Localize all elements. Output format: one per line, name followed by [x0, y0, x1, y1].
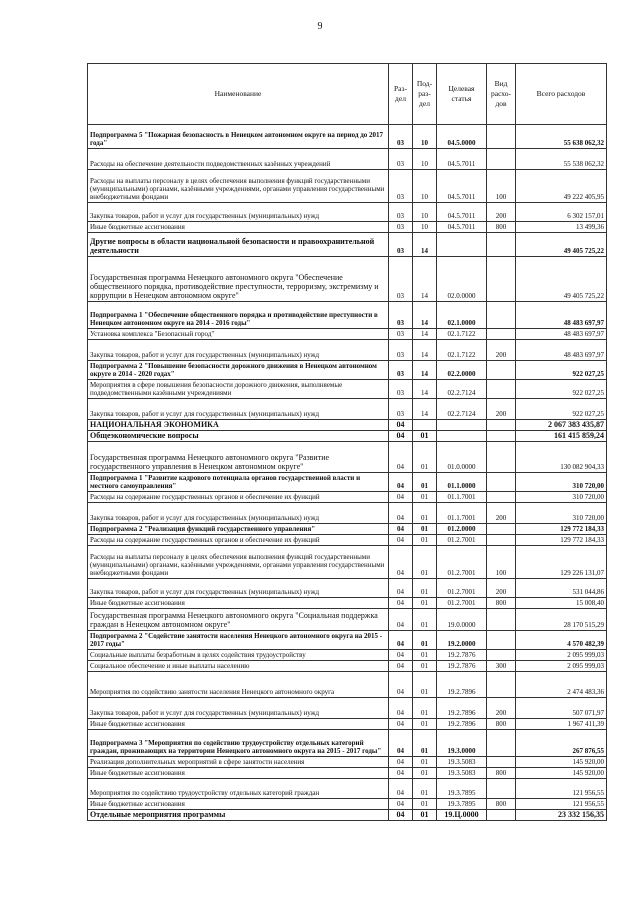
cell-target-article: 01.1.7001: [437, 503, 487, 524]
cell-section: 04: [389, 535, 413, 546]
cell-target-article: 04.5.7011: [437, 170, 487, 203]
table-row: [88, 399, 607, 420]
cell-subsection: 01: [413, 442, 437, 473]
cell-section: 03: [389, 302, 413, 329]
header-total: Всего расходов: [516, 64, 607, 125]
cell-total: 1 967 411,39: [516, 719, 607, 730]
cell-total: 145 920,00: [516, 768, 607, 779]
cell-name: Иные бюджетные ассигнования: [88, 719, 389, 730]
cell-section: 03: [389, 380, 413, 399]
header-name: Наименование: [88, 64, 389, 125]
table-row: [88, 442, 607, 473]
cell-name: Подпрограмма 1 "Развитие кадрового потенциала органов государственной власти и местного самоуправления": [88, 473, 389, 492]
cell-expense-type: 100: [487, 170, 516, 203]
table-row: [88, 768, 607, 779]
cell-subsection: 01: [413, 730, 437, 757]
cell-subsection: 01: [413, 631, 437, 650]
table-row: [88, 503, 607, 524]
cell-section: 04: [389, 810, 413, 821]
cell-target-article: 01.0.0000: [437, 442, 487, 473]
cell-name: Подпрограмма 5 "Пожарная безопасность в Ненецком автономном округе на период до 2017 года": [88, 125, 389, 149]
cell-target-article: 19.Ц.0000: [437, 810, 487, 821]
cell-name: Закупка товаров, работ и услуг для государственных (муниципальных) нужд: [88, 503, 389, 524]
header-target-article: Целевая статья: [437, 64, 487, 125]
cell-expense-type: [487, 257, 516, 302]
cell-subsection: 10: [413, 125, 437, 149]
cell-name: Государственная программа Ненецкого автономного округа "Развитие государственного управления в Ненецком автономном округе": [88, 442, 389, 473]
table-row: [88, 361, 607, 380]
cell-subsection: 01: [413, 535, 437, 546]
cell-expense-type: [487, 650, 516, 661]
table-row: [88, 380, 607, 399]
cell-expense-type: 100: [487, 546, 516, 579]
cell-name: Отдельные мероприятия программы: [88, 810, 389, 821]
cell-subsection: 01: [413, 768, 437, 779]
cell-subsection: 01: [413, 672, 437, 698]
cell-name: Иные бюджетные ассигнования: [88, 799, 389, 810]
cell-section: 03: [389, 329, 413, 340]
cell-expense-type: 200: [487, 340, 516, 361]
cell-subsection: 01: [413, 779, 437, 799]
cell-expense-type: [487, 149, 516, 170]
cell-subsection: 14: [413, 257, 437, 302]
table-row: [88, 650, 607, 661]
cell-subsection: 01: [413, 492, 437, 503]
cell-subsection: 01: [413, 698, 437, 719]
table-row: [88, 492, 607, 503]
cell-expense-type: [487, 431, 516, 442]
cell-target-article: 19.2.7876: [437, 650, 487, 661]
cell-name: Подпрограмма 2 "Реализация функций государственного управления": [88, 524, 389, 535]
cell-target-article: 19.3.0000: [437, 730, 487, 757]
cell-expense-type: [487, 125, 516, 149]
cell-target-article: 02.2.7124: [437, 399, 487, 420]
cell-section: 03: [389, 361, 413, 380]
cell-target-article: 19.3.7895: [437, 799, 487, 810]
cell-subsection: 01: [413, 810, 437, 821]
cell-name: НАЦИОНАЛЬНАЯ ЭКОНОМИКА: [88, 420, 389, 431]
cell-target-article: 02.1.7122: [437, 329, 487, 340]
cell-section: 04: [389, 503, 413, 524]
table-row: [88, 661, 607, 672]
cell-expense-type: 800: [487, 768, 516, 779]
cell-section: 04: [389, 719, 413, 730]
cell-expense-type: 800: [487, 799, 516, 810]
cell-target-article: 01.1.7001: [437, 492, 487, 503]
cell-subsection: 01: [413, 757, 437, 768]
cell-target-article: 02.2.0000: [437, 361, 487, 380]
cell-target-article: 02.1.0000: [437, 302, 487, 329]
cell-expense-type: [487, 329, 516, 340]
cell-subsection: 14: [413, 233, 437, 257]
cell-section: 04: [389, 779, 413, 799]
cell-total: 129 772 184,33: [516, 524, 607, 535]
cell-target-article: 19.3.5083: [437, 768, 487, 779]
cell-subsection: 01: [413, 799, 437, 810]
cell-section: 04: [389, 420, 413, 431]
cell-total: 13 499,36: [516, 222, 607, 233]
cell-section: 03: [389, 125, 413, 149]
cell-subsection: 14: [413, 361, 437, 380]
table-row: [88, 757, 607, 768]
cell-name: Подпрограмма 2 "Содействие занятости населения Ненецкого автономного округа на 2015 - 2017 годы": [88, 631, 389, 650]
table-row: [88, 779, 607, 799]
cell-target-article: 04.5.7011: [437, 149, 487, 170]
cell-name: Расходы на выплаты персоналу в целях обеспечения выполнения функций государственными (муниципальными) органами, казёнными учреждениями, органами управления государственными внебюджетными фондами: [88, 170, 389, 203]
cell-expense-type: 200: [487, 579, 516, 598]
cell-section: 04: [389, 799, 413, 810]
cell-expense-type: [487, 442, 516, 473]
cell-name: Общеэкономические вопросы: [88, 431, 389, 442]
cell-total: 922 027,25: [516, 380, 607, 399]
cell-subsection: 14: [413, 302, 437, 329]
cell-expense-type: [487, 473, 516, 492]
cell-total: 922 027,25: [516, 399, 607, 420]
cell-expense-type: [487, 631, 516, 650]
cell-name: Подпрограмма 1 "Обеспечение общественного порядка и противодействие преступности в Ненецком автономном округе на 2014 - 2016 годы": [88, 302, 389, 329]
cell-section: 03: [389, 233, 413, 257]
cell-total: 310 720,00: [516, 473, 607, 492]
cell-expense-type: [487, 609, 516, 631]
cell-expense-type: [487, 524, 516, 535]
table-row: [88, 672, 607, 698]
cell-name: Реализация дополнительных мероприятий в сфере занятости населения: [88, 757, 389, 768]
cell-name: Расходы на содержание государственных органов и обеспечение их функций: [88, 492, 389, 503]
table-row: [88, 546, 607, 579]
cell-subsection: 14: [413, 340, 437, 361]
cell-expense-type: [487, 779, 516, 799]
cell-name: Закупка товаров, работ и услуг для государственных (муниципальных) нужд: [88, 698, 389, 719]
table-row: [88, 631, 607, 650]
cell-expense-type: 200: [487, 203, 516, 222]
cell-total: 48 483 697,97: [516, 340, 607, 361]
cell-target-article: 01.1.0000: [437, 473, 487, 492]
cell-total: 49 405 725,22: [516, 257, 607, 302]
cell-total: 49 405 725,22: [516, 233, 607, 257]
table-header-row: [88, 64, 607, 125]
cell-name: Установка комплекса "Безопасный город": [88, 329, 389, 340]
table-row: [88, 524, 607, 535]
cell-target-article: 02.0.0000: [437, 257, 487, 302]
cell-total: 49 222 405,95: [516, 170, 607, 203]
cell-section: 04: [389, 442, 413, 473]
cell-expense-type: [487, 302, 516, 329]
cell-subsection: 01: [413, 609, 437, 631]
cell-subsection: 14: [413, 380, 437, 399]
cell-total: 23 332 156,35: [516, 810, 607, 821]
cell-total: 48 483 697,97: [516, 302, 607, 329]
cell-section: 03: [389, 149, 413, 170]
cell-total: 310 720,00: [516, 492, 607, 503]
cell-name: Закупка товаров, работ и услуг для государственных (муниципальных) нужд: [88, 203, 389, 222]
table-row: [88, 420, 607, 431]
cell-expense-type: [487, 233, 516, 257]
cell-expense-type: 200: [487, 503, 516, 524]
cell-total: 531 044,86: [516, 579, 607, 598]
table-row: [88, 233, 607, 257]
cell-name: Иные бюджетные ассигнования: [88, 768, 389, 779]
cell-section: 04: [389, 473, 413, 492]
cell-name: Государственная программа Ненецкого автономного округа "Обеспечение общественного порядка, противодействие преступности, терроризму, экстремизму и коррупции в Ненецком автономном округе": [88, 257, 389, 302]
cell-target-article: 02.1.7122: [437, 340, 487, 361]
cell-name: Мероприятия по содействию трудоустройству отдельных категорий граждан: [88, 779, 389, 799]
cell-name: Мероприятия по содействию занятости населения Ненецкого автономного округа: [88, 672, 389, 698]
header-subsection: Под-раз-дел: [413, 64, 437, 125]
cell-expense-type: 800: [487, 719, 516, 730]
cell-target-article: 19.2.7896: [437, 698, 487, 719]
cell-name: Расходы на содержание государственных органов и обеспечение их функций: [88, 535, 389, 546]
cell-section: 03: [389, 340, 413, 361]
cell-target-article: 01.2.7001: [437, 579, 487, 598]
cell-section: 04: [389, 661, 413, 672]
cell-target-article: 04.5.0000: [437, 125, 487, 149]
cell-target-article: [437, 420, 487, 431]
table-row: [88, 698, 607, 719]
cell-expense-type: [487, 492, 516, 503]
cell-name: Закупка товаров, работ и услуг для государственных (муниципальных) нужд: [88, 340, 389, 361]
cell-expense-type: [487, 420, 516, 431]
cell-target-article: [437, 431, 487, 442]
cell-expense-type: [487, 361, 516, 380]
table-row: [88, 125, 607, 149]
cell-subsection: 01: [413, 650, 437, 661]
cell-total: 922 027,25: [516, 361, 607, 380]
cell-total: 48 483 697,97: [516, 329, 607, 340]
cell-subsection: 10: [413, 203, 437, 222]
table-row: [88, 609, 607, 631]
cell-total: 145 920,00: [516, 757, 607, 768]
cell-target-article: 02.2.7124: [437, 380, 487, 399]
page-number: 9: [317, 21, 323, 32]
header-expense-type: Вид расхо-дов: [487, 64, 516, 125]
cell-target-article: 19.2.7896: [437, 672, 487, 698]
cell-target-article: 04.5.7011: [437, 203, 487, 222]
table-row: [88, 340, 607, 361]
cell-target-article: 01.2.7001: [437, 598, 487, 609]
cell-section: 04: [389, 609, 413, 631]
cell-name: Мероприятия в сфере повышения безопасности дорожного движения, выполняемые подведомственными казёнными учреждениями: [88, 380, 389, 399]
cell-subsection: 01: [413, 661, 437, 672]
table-row: [88, 799, 607, 810]
cell-subsection: 01: [413, 431, 437, 442]
table-row: [88, 222, 607, 233]
table-row: [88, 598, 607, 609]
cell-target-article: 19.2.0000: [437, 631, 487, 650]
cell-subsection: 01: [413, 546, 437, 579]
cell-section: 04: [389, 524, 413, 535]
table-row: [88, 473, 607, 492]
cell-target-article: 01.2.0000: [437, 524, 487, 535]
cell-expense-type: [487, 757, 516, 768]
cell-total: 55 638 062,32: [516, 125, 607, 149]
cell-name: Иные бюджетные ассигнования: [88, 598, 389, 609]
cell-total: 15 008,40: [516, 598, 607, 609]
cell-name: Другие вопросы в области национальной безопасности и правоохранительной деятельности: [88, 233, 389, 257]
cell-subsection: 01: [413, 503, 437, 524]
cell-name: Социальные выплаты безработным в целях содействия трудоустройству: [88, 650, 389, 661]
cell-total: 2 067 383 435,87: [516, 420, 607, 431]
cell-total: 6 302 157,01: [516, 203, 607, 222]
cell-section: 04: [389, 730, 413, 757]
cell-section: 03: [389, 170, 413, 203]
cell-total: 2 095 999,03: [516, 650, 607, 661]
cell-expense-type: [487, 810, 516, 821]
cell-subsection: 01: [413, 473, 437, 492]
cell-target-article: [437, 233, 487, 257]
cell-section: 04: [389, 579, 413, 598]
cell-expense-type: [487, 672, 516, 698]
cell-target-article: 01.2.7001: [437, 535, 487, 546]
cell-target-article: 04.5.7011: [437, 222, 487, 233]
cell-section: 04: [389, 431, 413, 442]
cell-expense-type: 200: [487, 698, 516, 719]
cell-expense-type: [487, 730, 516, 757]
cell-expense-type: 800: [487, 598, 516, 609]
cell-total: 129 226 131,07: [516, 546, 607, 579]
cell-name: Расходы на выплаты персоналу в целях обеспечения выполнения функций государственными (муниципальными) органами, казёнными учреждениями, органами управления государственными внебюджетными фондами: [88, 546, 389, 579]
cell-subsection: 10: [413, 149, 437, 170]
table-row: [88, 719, 607, 730]
header-section: Раз-дел: [389, 64, 413, 125]
cell-section: 04: [389, 598, 413, 609]
cell-total: 28 170 515,29: [516, 609, 607, 631]
cell-section: 04: [389, 757, 413, 768]
cell-total: 267 876,55: [516, 730, 607, 757]
cell-name: Закупка товаров, работ и услуг для государственных (муниципальных) нужд: [88, 399, 389, 420]
cell-subsection: 01: [413, 719, 437, 730]
cell-total: 55 538 062,32: [516, 149, 607, 170]
cell-section: 03: [389, 257, 413, 302]
cell-name: Подпрограмма 3 "Мероприятия по содействию трудоустройству отдельных категорий граждан, проживающих на территории Ненецкого автономного округа на 2015 - 2017 годы": [88, 730, 389, 757]
cell-section: 04: [389, 631, 413, 650]
table-row: [88, 302, 607, 329]
cell-total: 2 095 999,03: [516, 661, 607, 672]
table-row: [88, 149, 607, 170]
cell-expense-type: 200: [487, 399, 516, 420]
cell-subsection: 01: [413, 579, 437, 598]
cell-target-article: 19.2.7876: [437, 661, 487, 672]
cell-section: 03: [389, 203, 413, 222]
cell-name: Социальное обеспечение и иные выплаты населению: [88, 661, 389, 672]
cell-section: 04: [389, 768, 413, 779]
cell-total: 129 772 184,33: [516, 535, 607, 546]
cell-total: 161 415 859,24: [516, 431, 607, 442]
cell-total: 121 956,55: [516, 779, 607, 799]
cell-total: 121 956,55: [516, 799, 607, 810]
cell-expense-type: 800: [487, 222, 516, 233]
cell-total: 507 071,97: [516, 698, 607, 719]
table-body: [88, 125, 607, 821]
cell-section: 04: [389, 672, 413, 698]
cell-section: 04: [389, 546, 413, 579]
cell-name: Подпрограмма 2 "Повышение безопасности дорожного движения в Ненецком автономном округе в 2014 - 2020 годах": [88, 361, 389, 380]
cell-subsection: [413, 420, 437, 431]
cell-section: 03: [389, 399, 413, 420]
table-row: [88, 810, 607, 821]
budget-table: [87, 63, 607, 821]
cell-subsection: 01: [413, 524, 437, 535]
cell-total: 310 720,00: [516, 503, 607, 524]
cell-subsection: 14: [413, 399, 437, 420]
cell-target-article: 19.3.5083: [437, 757, 487, 768]
cell-total: 130 082 904,33: [516, 442, 607, 473]
cell-total: 2 474 483,36: [516, 672, 607, 698]
cell-subsection: 10: [413, 170, 437, 203]
table-row: [88, 170, 607, 203]
cell-section: 04: [389, 650, 413, 661]
table-row: [88, 431, 607, 442]
table-row: [88, 329, 607, 340]
cell-subsection: 10: [413, 222, 437, 233]
table-row: [88, 535, 607, 546]
cell-section: 03: [389, 222, 413, 233]
cell-name: Расходы на обеспечение деятельности подведомственных казённых учреждений: [88, 149, 389, 170]
cell-name: Государственная программа Ненецкого автономного округа "Социальная поддержка граждан в Ненецком автономном округе": [88, 609, 389, 631]
cell-expense-type: [487, 380, 516, 399]
cell-target-article: 19.2.7896: [437, 719, 487, 730]
cell-target-article: 01.2.7001: [437, 546, 487, 579]
cell-section: 04: [389, 698, 413, 719]
cell-section: 04: [389, 492, 413, 503]
table-row: [88, 730, 607, 757]
cell-total: 4 570 482,39: [516, 631, 607, 650]
table-row: [88, 257, 607, 302]
cell-expense-type: 300: [487, 661, 516, 672]
cell-name: Иные бюджетные ассигнования: [88, 222, 389, 233]
table-row: [88, 579, 607, 598]
cell-expense-type: [487, 535, 516, 546]
table-row: [88, 203, 607, 222]
cell-target-article: 19.0.0000: [437, 609, 487, 631]
cell-target-article: 19.3.7895: [437, 779, 487, 799]
cell-subsection: 01: [413, 598, 437, 609]
cell-name: Закупка товаров, работ и услуг для государственных (муниципальных) нужд: [88, 579, 389, 598]
cell-subsection: 14: [413, 329, 437, 340]
